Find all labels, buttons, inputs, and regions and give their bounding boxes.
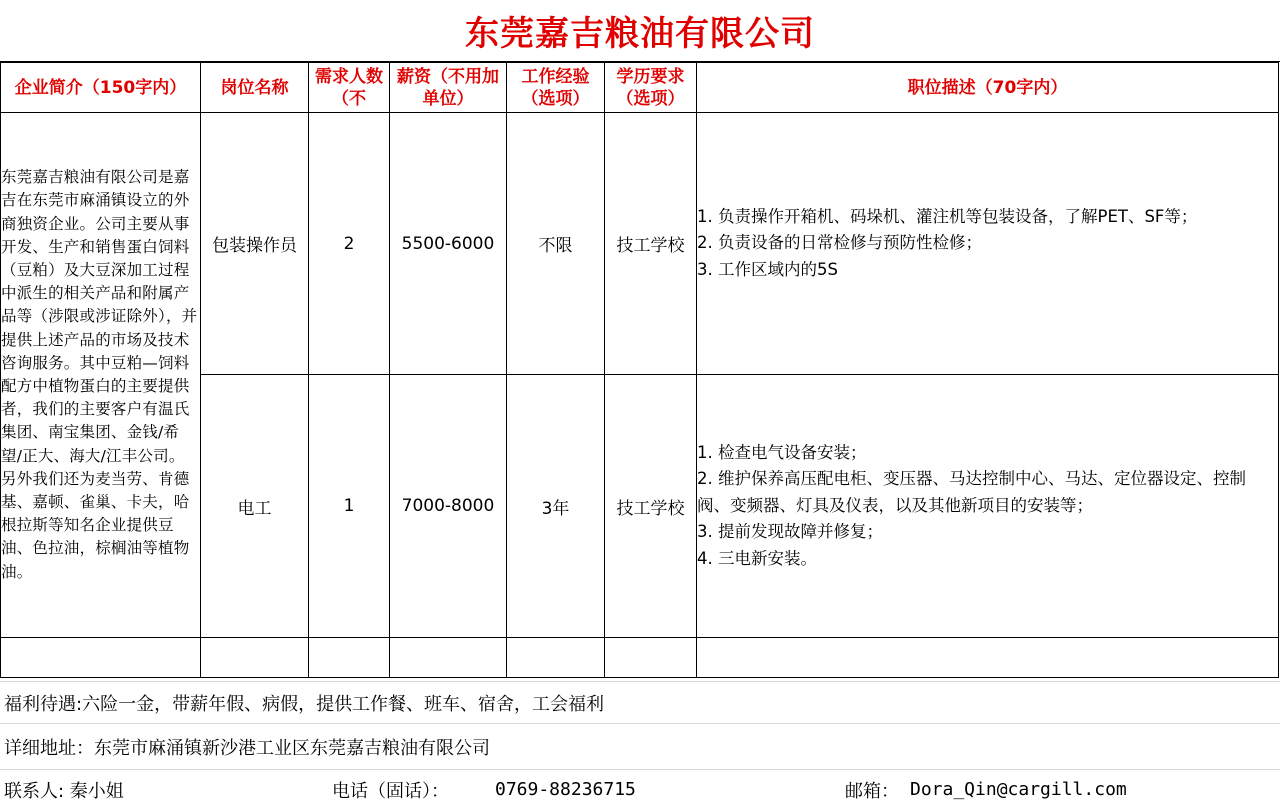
description-line: 2. 维护保养高压配电柜、变压器、马达控制中心、马达、定位器设定、控制阀、变频器、灯具及仪表，以及其他新项目的安装等； <box>697 469 1246 515</box>
address-line <box>0 723 1280 769</box>
description-line: 1. 负责操作开箱机、码垛机、灌注机等包装设备，了解PET、SF等； <box>697 206 1198 226</box>
empty-cell <box>1 638 201 678</box>
phone-number[interactable]: 0769-88236715 <box>495 779 636 800</box>
job-headcount: 1 <box>309 375 390 638</box>
header-position: 岗位名称 <box>201 63 309 113</box>
job-description <box>697 375 1279 638</box>
empty-cell <box>309 638 390 678</box>
table-row <box>1 113 1279 375</box>
description-line: 4. 三电新安装。 <box>697 548 817 568</box>
description-line: 3. 工作区域内的5S <box>697 259 838 279</box>
empty-cell <box>390 638 507 678</box>
contact-line <box>0 769 1280 809</box>
address-text: 详细地址：东莞市麻涌镇新沙港工业区东莞嘉吉粮油有限公司 <box>4 737 490 759</box>
empty-cell <box>507 638 605 678</box>
description-line: 1. 检查电气设备安装； <box>697 442 867 462</box>
empty-row <box>1 638 1279 678</box>
job-salary: 5500-6000 <box>390 113 507 375</box>
benefits-text: 福利待遇:六险一金，带薪年假、病假，提供工作餐、班车、宿舍，工会福利 <box>4 693 605 715</box>
job-experience: 不限 <box>507 113 605 375</box>
page-title: 东莞嘉吉粮油有限公司 <box>0 0 1280 62</box>
header-education: 学历要求（选项） <box>605 63 697 113</box>
job-education: 技工学校 <box>605 375 697 638</box>
job-description <box>697 113 1279 375</box>
job-position: 电工 <box>201 375 309 638</box>
job-experience: 3年 <box>507 375 605 638</box>
header-row <box>1 63 1279 113</box>
phone-label: 电话（固话）： <box>332 780 449 802</box>
header-description: 职位描述（70字内） <box>697 63 1279 113</box>
empty-cell <box>697 638 1279 678</box>
job-headcount: 2 <box>309 113 390 375</box>
jobs-table <box>0 62 1279 678</box>
email-address[interactable]: Dora_Qin@cargill.com <box>910 779 1127 800</box>
contact-person: 联系人: 秦小姐 <box>4 780 124 802</box>
empty-cell <box>605 638 697 678</box>
benefits-line <box>0 681 1280 723</box>
empty-cell <box>201 638 309 678</box>
job-education: 技工学校 <box>605 113 697 375</box>
company-intro: 东莞嘉吉粮油有限公司是嘉吉在东莞市麻涌镇设立的外商独资企业。公司主要从事开发、生产和销售蛋白饲料（豆粕）及大豆深加工过程中派生的相关产品和附属产品等（涉限或涉证除外），并提供上述产品的市场及技术咨询服务。其中豆粕—饲料配方中植物蛋白的主要提供者，我们的主要客户有温氏集团、南宝集团、金钱/希望/正大、海大/江丰公司。另外我们还为麦当劳、肯德基、嘉顿、雀巢、卡夫，哈根拉斯等知名企业提供豆油、色拉油，棕榈油等植物油。 <box>1 113 201 638</box>
header-experience: 工作经验（选项） <box>507 63 605 113</box>
description-line: 3. 提前发现故障并修复； <box>697 522 883 542</box>
job-salary: 7000-8000 <box>390 375 507 638</box>
header-salary: 薪资（不用加单位） <box>390 63 507 113</box>
header-intro: 企业简介（150字内） <box>1 63 201 113</box>
email-label: 邮箱： <box>845 780 899 802</box>
job-position: 包装操作员 <box>201 113 309 375</box>
description-line: 2. 负责设备的日常检修与预防性检修； <box>697 233 982 253</box>
header-headcount: 需求人数（不 <box>309 63 390 113</box>
